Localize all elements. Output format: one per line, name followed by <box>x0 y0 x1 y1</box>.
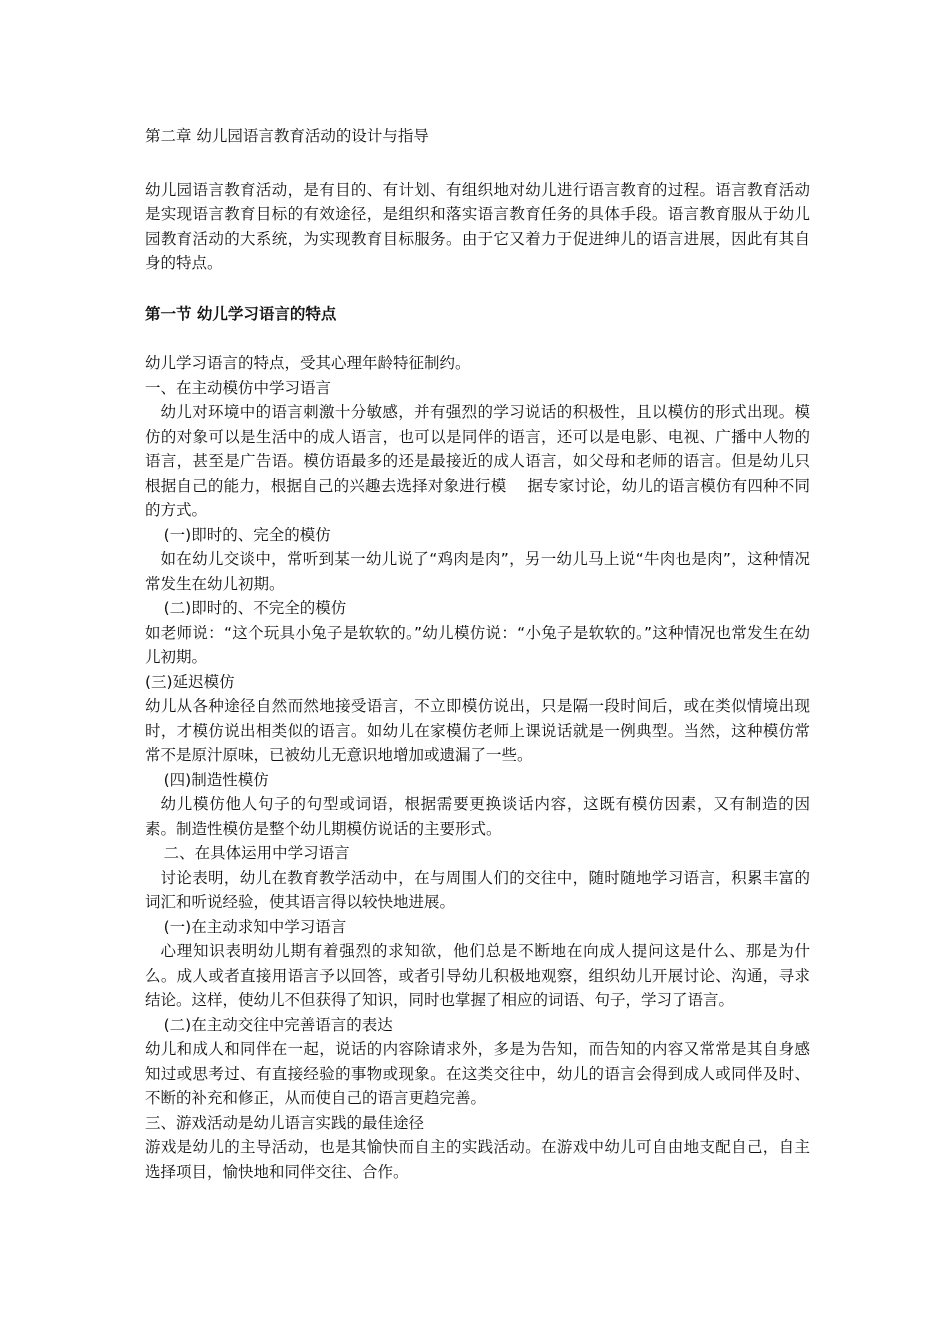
paragraph: 幼儿模仿他人句子的句型或词语，根据需要更换谈话内容，这既有模仿因素，又有制造的因素。制造性模仿是整个幼儿期模仿说话的主要形式。 <box>145 795 810 838</box>
paragraph: (三)延迟模仿 <box>145 672 235 691</box>
chapter-title: 第二章 幼儿园语言教育活动的设计与指导 <box>145 127 429 145</box>
paragraph: 游戏是幼儿的主导活动，也是其愉快而自主的实践活动。在游戏中幼儿可自由地支配自己，自主选择项目，愉快地和同伴交往、合作。 <box>145 1138 810 1181</box>
intro-paragraph: 幼儿园语言教育活动，是有目的、有计划、有组织地对幼儿进行语言教育的过程。语言教育活动是实现语言教育目标的有效途径，是组织和落实语言教育任务的具体手段。语言教育服从于幼儿园教育活动的大系统，为实现教育目标服务。由于它又着力于促进绅儿的语言进展，因此有其自身的特点。 <box>145 180 810 272</box>
paragraph: 心理知识表明幼儿期有着强烈的求知欲，他们总是不断地在向成人提问这是什么、那是为什么。成人或者直接用语言予以回答，或者引导幼儿积极地观察，组织幼儿开展讨论、沟通，寻求结论。这样，使幼儿不但获得了知识，同时也掌握了相应的词语、句子，学习了语言。 <box>145 942 810 1009</box>
document-page <box>145 124 810 1184</box>
paragraph: 二、在具体运用中学习语言 <box>163 844 350 862</box>
section-title: 第一节 幼儿学习语言的特点 <box>145 304 337 323</box>
paragraph: 讨论表明，幼儿在教育教学活动中，在与周围人们的交往中，随时随地学习语言，积累丰富的词汇和听说经验，使其语言得以较快地进展。 <box>145 868 810 911</box>
paragraph: (一)在主动求知中学习语言 <box>163 917 347 936</box>
paragraph: 幼儿对环境中的语言刺激十分敏感，并有强烈的学习说话的积极性，且以模仿的形式出现。模仿的对象可以是生活中的成人语言，也可以是同伴的语言，还可以是电影、电视、广播中人物的语言，甚至是广告语。模仿语最多的还是最接近的成人语言，如父母和老师的语言。但是幼儿只根据自己的能力，根据自己的兴趣去选择对象进行模 据专家讨论，幼儿的语言模仿有四种不同的方式。 <box>145 403 810 519</box>
paragraph: (二)在主动交往中完善语言的表达 <box>163 1015 393 1034</box>
paragraph: 幼儿学习语言的特点，受其心理年龄特征制约。 <box>145 354 471 372</box>
paragraph: 幼儿从各种途径自然而然地接受语言，不立即模仿说出，只是隔一段时间后，或在类似情境出现时，才模仿说出相类似的语言。如幼儿在家模仿老师上课说话就是一例典型。当然，这种模仿常常不是原汁原味，已被幼儿无意识地增加或遗漏了一些。 <box>145 697 810 764</box>
paragraph: (四)制造性模仿 <box>163 770 269 789</box>
paragraph: 如在幼儿交谈中，常听到某一幼儿说了“鸡肉是肉”，另一幼儿马上说“牛肉也是肉”，这种情况常发生在幼儿初期。 <box>145 550 810 593</box>
paragraph: 三、游戏活动是幼儿语言实践的最佳途径 <box>145 1113 425 1132</box>
paragraph: 幼儿和成人和同伴在一起，说话的内容除请求外，多是为告知，而告知的内容又常常是其自身感知过或思考过、有直接经验的事物或现象。在这类交往中，幼儿的语言会得到成人或同伴及时、不断的补充和修正，从而使自己的语言更趋完善。 <box>145 1040 810 1107</box>
paragraph: 如老师说：“这个玩具小兔子是软软的。”幼儿模仿说：“小兔子是软软的。”这种情况也常发生在幼儿初期。 <box>145 623 810 666</box>
paragraph: (一)即时的、完全的模仿 <box>163 525 331 544</box>
paragraph: (二)即时的、不完全的模仿 <box>163 599 347 617</box>
paragraph: 一、在主动模仿中学习语言 <box>145 378 332 397</box>
